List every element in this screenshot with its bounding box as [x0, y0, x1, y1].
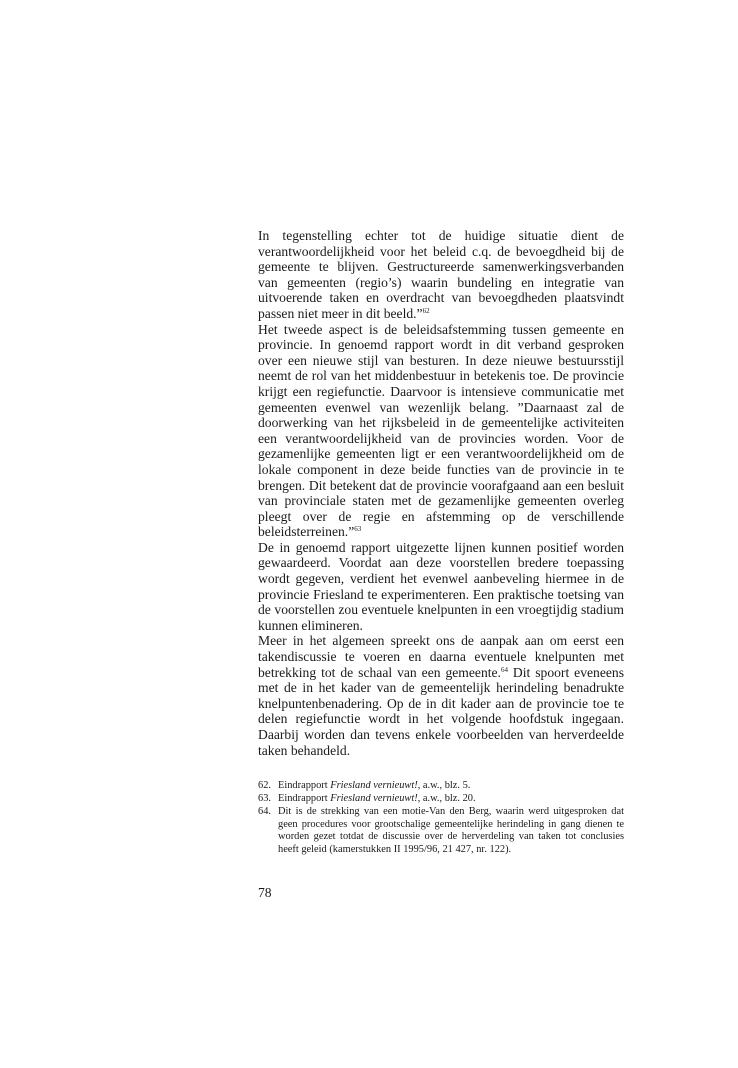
page-number: 78 [258, 884, 272, 900]
paragraph-4-text: Meer in het algemeen spreekt ons de aanpak aan om eerst een takendiscussie te voeren en daarna eventuele knelpunten met betrekking tot de schaal van een gemeente. [258, 633, 624, 680]
footnote-ref-62: 62 [422, 306, 430, 315]
footnote-text [278, 780, 624, 793]
footnote-number: 62. [258, 780, 271, 792]
footnote-prefix: Eindrapport [278, 792, 331, 804]
paragraph-4 [258, 633, 624, 758]
footnotes [258, 780, 624, 857]
footnote-title: Friesland vernieuwt! [330, 780, 418, 792]
footnote-text [278, 806, 624, 857]
paragraph-1-text: In tegenstelling echter tot de huidige situatie dient de verantwoordelijkheid voor het beleid c.q. de bevoegdheid bij de gemeente te blijven. Gestructureerde samenwerkingsverbanden van gemeenten (regio’s) waarin bundeling en integratie van uitvoerende taken en overdracht van bevoegdheden plaatsvindt passen niet meer in dit beeld.” [258, 228, 624, 321]
footnote-title: Friesland vernieuwt! [330, 792, 418, 804]
paragraph-4-tail: Dit spoort eveneens met de in het kader van de gemeentelijk herindeling benadrukte knelpuntenbenadering. Op de in dit kader aan de provincie toe te delen regiefunctie wordt in het volgende hoofdstuk ingegaan. Daarbij worden dan tevens enkele voorbeelden van herverdeelde taken behandeld. [258, 664, 624, 758]
footnote-63 [258, 793, 624, 806]
paragraph-2 [258, 322, 624, 540]
footnote-number: 63. [258, 792, 271, 804]
footnote-62 [258, 780, 624, 793]
footnote-prefix: Eindrapport [278, 780, 331, 792]
paragraph-3 [258, 540, 624, 634]
document-page [258, 228, 624, 901]
footnote-prefix: Dit is de strekking van een motie-Van den Berg, waarin werd uitgesproken dat geen procedures voor grootschalige gemeentelijke herindeling in gang dienen te worden gezet totdat de discussie over de herverdeling van taken tot conclusies heeft geleid (kamerstukken II 1995/96, 21 427, nr. 122). [278, 805, 624, 856]
footnote-number: 64. [258, 805, 271, 817]
footnote-ref-63: 63 [354, 525, 362, 534]
footnote-64 [258, 806, 624, 857]
footnote-suffix: , a.w., blz. 5. [417, 780, 471, 792]
paragraph-2-text: Het tweede aspect is de beleidsafstemming tussen gemeente en provincie. In genoemd rapport wordt in dit verband gesproken over een nieuwe stijl van besturen. In deze nieuwe bestuursstijl neemt de rol van het middenbestuur in betekenis toe. De provincie krijgt een regiefunctie. Daarvoor is intensieve communicatie met gemeenten evenwel van wezenlijk belang. ”Daarnaast zal de doorwerking van het rijksbeleid in de gemeentelijke activiteiten een verantwoordelijkheid van de provincies worden. Voor de gezamenlijke gemeenten ligt er een verantwoordelijkheid om de lokale component in deze beide functies van de provincie in te brengen. Dit betekent dat de provincie voorafgaand aan een besluit van provinciale staten met de gezamenlijke gemeenten overleg pleegt over de regie en afstemming op de verschillende beleidsterreinen.” [258, 321, 624, 540]
paragraph-3-text: De in genoemd rapport uitgezette lijnen kunnen positief worden gewaardeerd. Voordat aan deze voorstellen bredere toepassing wordt gegeven, verdient het evenwel aanbeveling hiermee in de provincie Friesland te experimenteren. Een praktische toetsing van de voorstellen zou eventuele knelpunten in een vroegtijdig stadium kunnen elimineren. [258, 539, 624, 633]
footnote-text [278, 793, 624, 806]
footnote-ref-64: 64 [500, 665, 508, 674]
paragraph-1 [258, 228, 624, 322]
footnote-suffix: , a.w., blz. 20. [417, 792, 476, 804]
